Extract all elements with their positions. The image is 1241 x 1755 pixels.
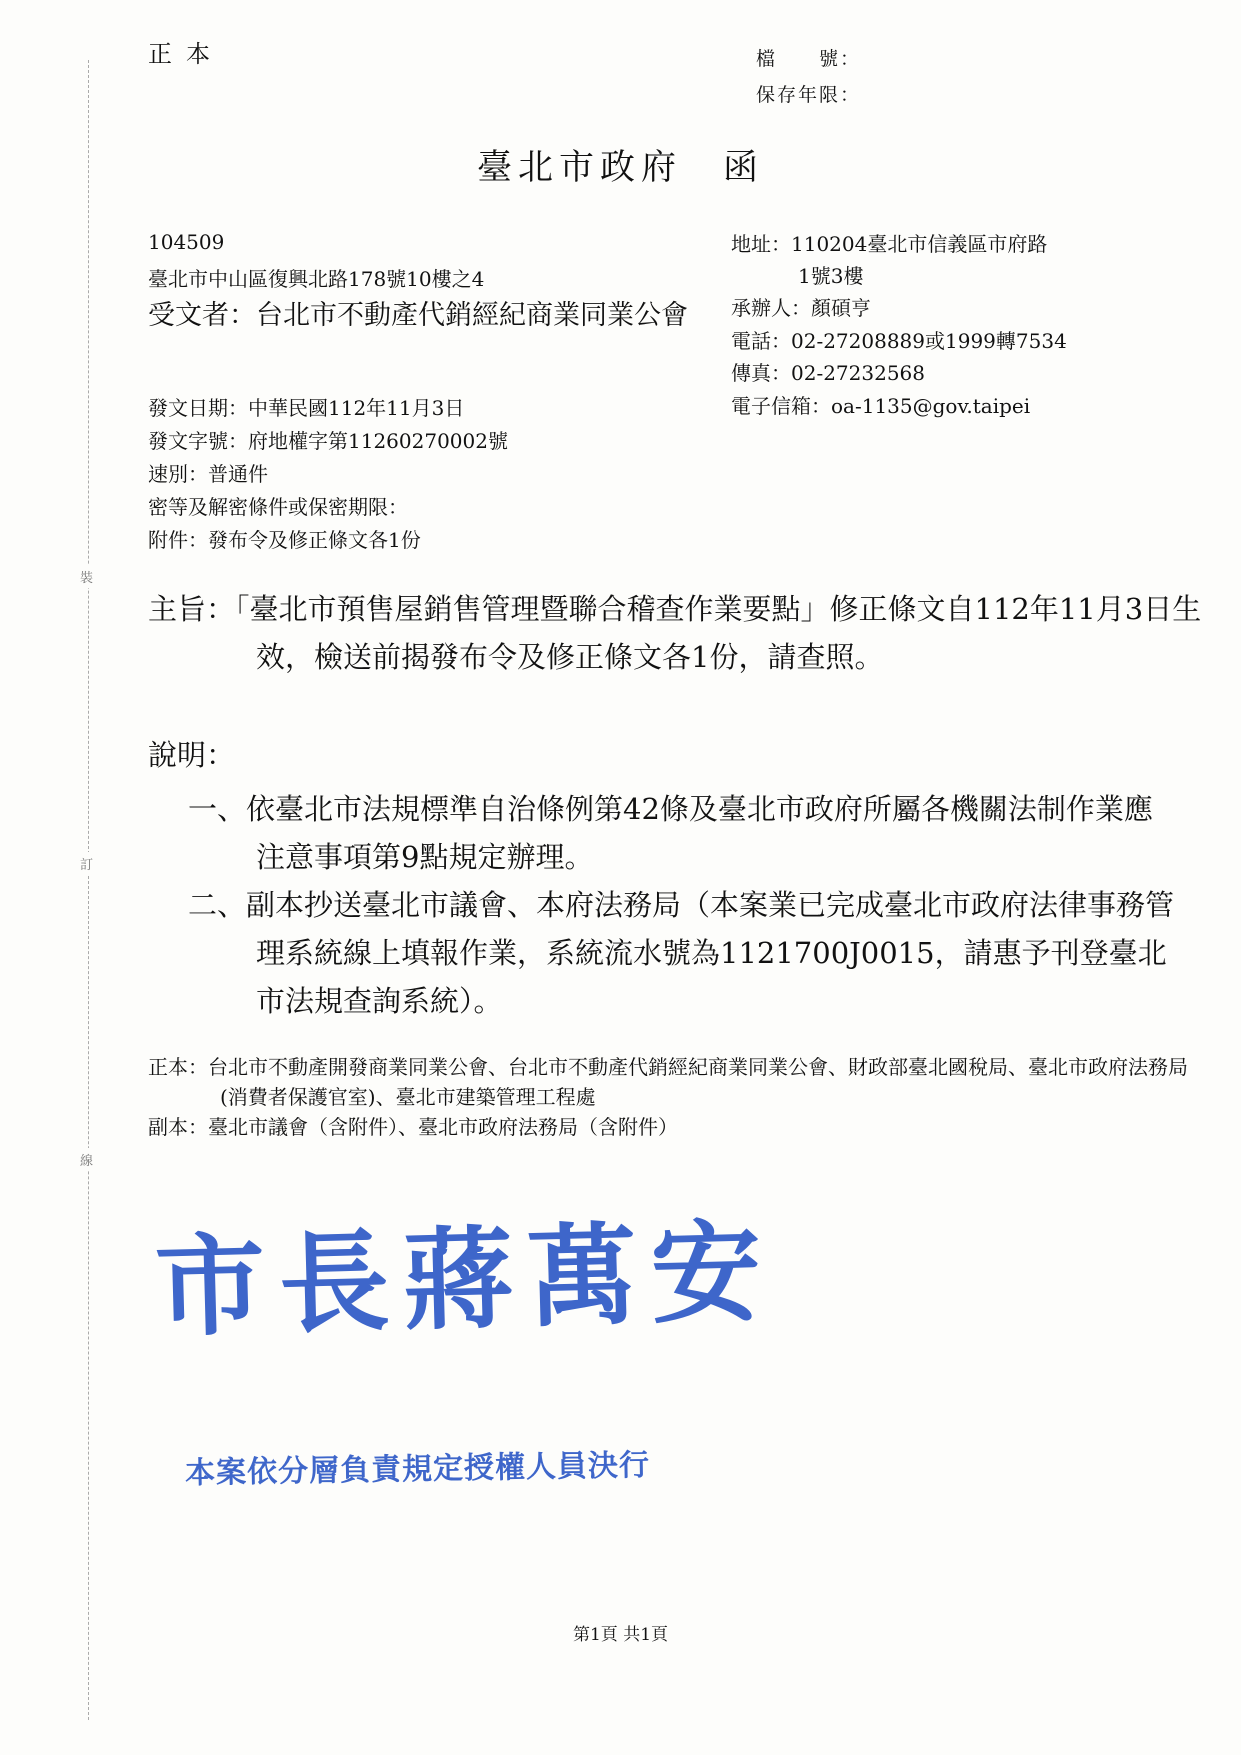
issue-date: 發文日期：中華民國112年11月3日 <box>148 396 465 420</box>
document-title: 臺北市政府 函 <box>476 148 764 188</box>
explanation-heading: 說明： <box>148 738 236 772</box>
binding-mark-zhuang: 裝 <box>80 565 93 588</box>
delivery-speed: 速別：普通件 <box>148 462 268 486</box>
original-recipients: 正本：台北市不動產開發商業同業公會、台北市不動產代銷經紀商業同業公會、財政部臺北國稅局、臺北市政府法務局(消費者保護官室)、臺北市建築管理工程處 <box>148 1055 1188 1109</box>
phone: 電話：02-27208889或1999轉7534 <box>731 329 1067 353</box>
fax: 傳真：02-27232568 <box>731 361 926 385</box>
explanation-point-2: 二、副本抄送臺北市議會、本府法務局（本案業已完成臺北市政府法律事務管理系統線上填報作業，系統流水號為1121700J0015，請惠予刊登臺北市法規查詢系統）。 <box>188 888 1175 1018</box>
secrecy-level: 密等及解密條件或保密期限： <box>148 495 408 519</box>
binding-mark-xian: 線 <box>80 1148 93 1171</box>
binding-line <box>88 60 89 1720</box>
explanation-point-1: 一、依臺北市法規標準自治條例第42條及臺北市政府所屬各機關法制作業應注意事項第9點規定辦理。 <box>188 792 1153 874</box>
attachments: 附件：發布令及修正條文各1份 <box>148 528 421 552</box>
copy-recipients: 副本：臺北市議會（含附件）、臺北市政府法務局（含附件） <box>148 1115 678 1139</box>
document-number: 發文字號：府地權字第11260270002號 <box>148 429 508 453</box>
retention-period-field: 保存年限： <box>756 84 862 106</box>
sender-address: 地址：110204臺北市信義區市府路 <box>731 232 1048 256</box>
handler: 承辦人：顏碩亨 <box>731 296 871 320</box>
recipient-address: 臺北市中山區復興北路178號10樓之4 <box>148 267 485 291</box>
recipient-postcode: 104509 <box>148 230 225 254</box>
subject-paragraph: 主旨：「臺北市預售屋銷售管理暨聯合稽查作業要點」修正條文自112年11月3日生效，檢送前揭發布令及修正條文各1份，請查照。 <box>148 592 1202 674</box>
copy-type-label: 正本 <box>148 40 224 68</box>
email: 電子信箱：oa-1135@gov.taipei <box>731 394 1031 418</box>
sender-address-line2: 1號3樓 <box>798 264 864 288</box>
file-number-field: 檔 號： <box>756 48 862 70</box>
page-number: 第1頁 共1頁 <box>572 1625 669 1645</box>
mayor-seal-stamp: 市長蔣萬安 <box>153 1206 777 1352</box>
binding-mark-ding: 訂 <box>80 852 93 875</box>
authorization-stamp: 本案依分層負責規定授權人員決行 <box>184 1447 651 1491</box>
recipient: 受文者：台北市不動產代銷經紀商業同業公會 <box>148 300 688 331</box>
